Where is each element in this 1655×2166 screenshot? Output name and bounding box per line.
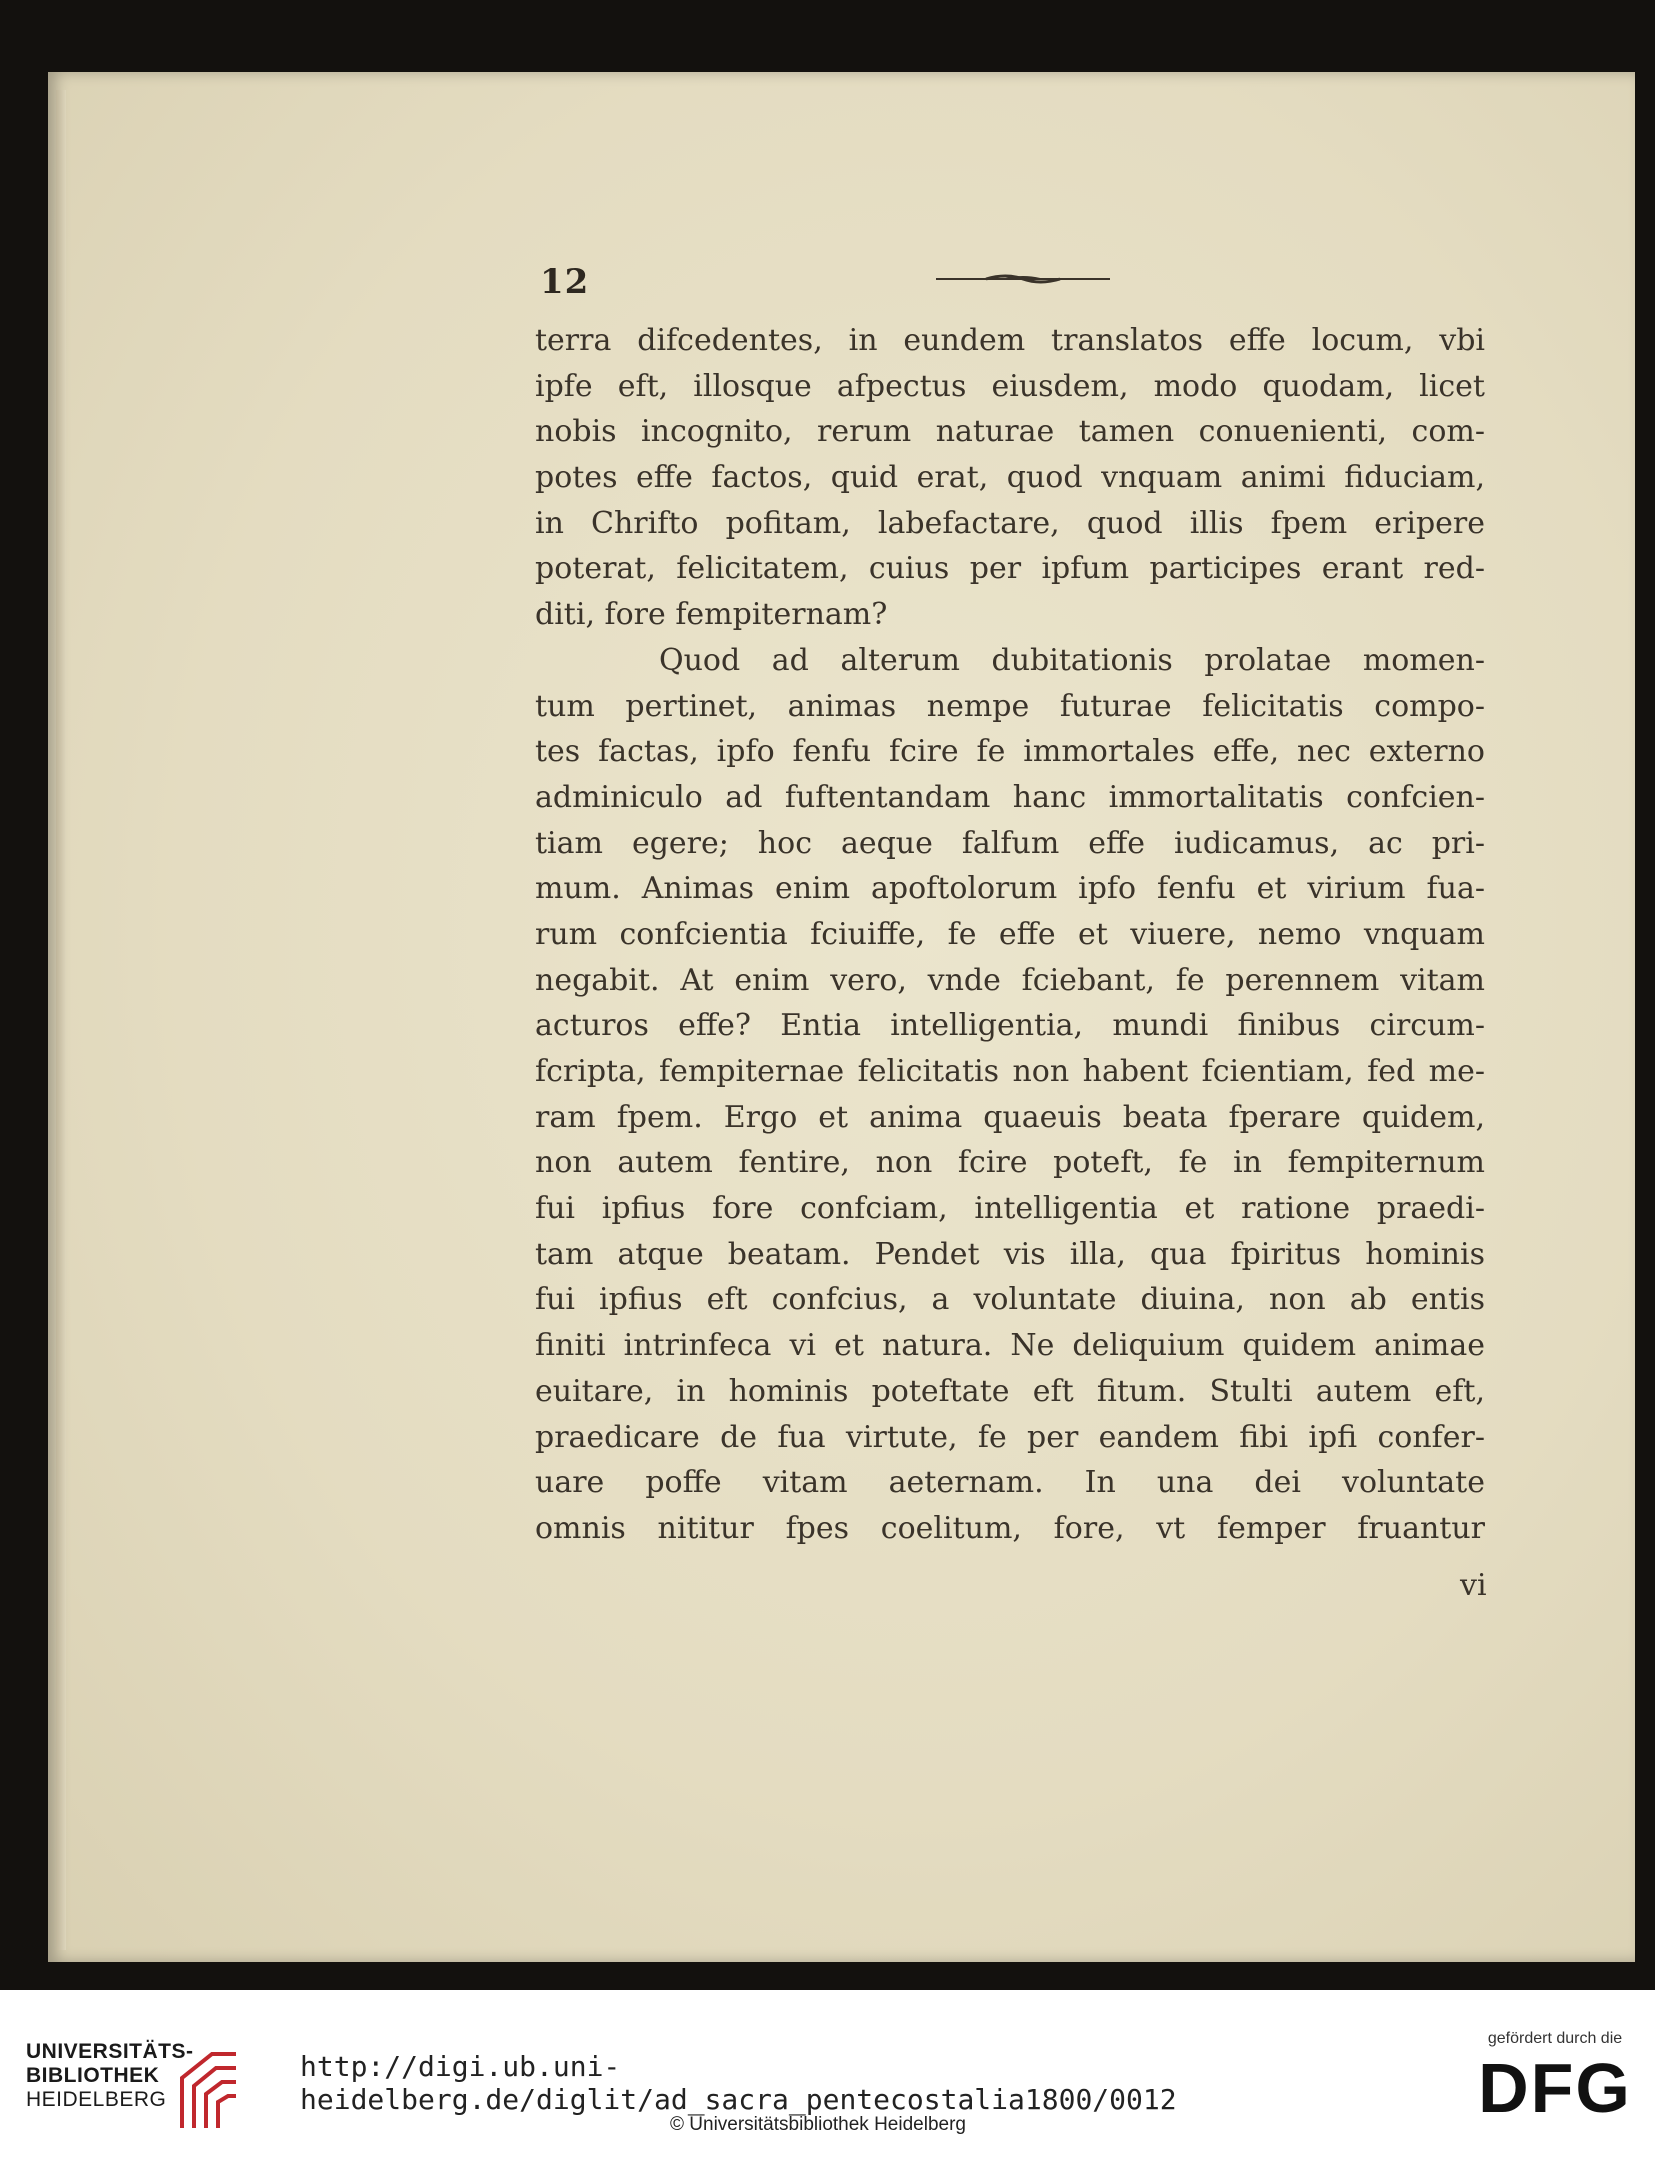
text-line: negabit. At enim vero, vnde fciebant, fe perennem vitam [535, 962, 1485, 998]
catchword: vi [1460, 1568, 1487, 1603]
text-line: acturos effe? Entia intelligentia, mundi finibus circum- [535, 1008, 1485, 1044]
text-line: euitare, in hominis poteftate eft fitum. Stulti autem eft, [535, 1373, 1485, 1409]
library-name [26, 2040, 194, 2112]
permalink-url[interactable]: http://digi.ub.uni-heidelberg.de/diglit/ad_sacra_pentecostalia1800/0012 [300, 2050, 1177, 2116]
text-line: non autem fentire, non fcire poteft, fe in fempiternum [535, 1145, 1485, 1181]
funding-caption: gefördert durch die [1487, 2030, 1623, 2047]
page-edge [56, 90, 66, 1950]
text-line: praedicare de fua virtute, fe per eandem fibi ipfi confer- [535, 1419, 1485, 1455]
text-line: poterat, felicitatem, cuius per ipfum participes erant red- [535, 551, 1485, 587]
text-line: fui ipfius fore confciam, intelligentia et ratione praedi- [535, 1191, 1485, 1227]
library-line-2: BIBLIOTHEK [26, 2064, 160, 2087]
text-line: fui ipfius eft confcius, a voluntate diuina, non ab entis [535, 1282, 1485, 1318]
text-line: terra difcedentes, in eundem translatos effe locum, vbi [535, 323, 1485, 358]
text-line: tam atque beatam. Pendet vis illa, qua fpiritus hominis [535, 1236, 1485, 1272]
body-text [535, 318, 1485, 1552]
text-line: adminiculo ad fuftentandam hanc immortalitatis confcien- [535, 779, 1485, 815]
dfg-logo[interactable] [1470, 2030, 1640, 2150]
text-line: nobis incognito, rerum naturae tamen conuenienti, com- [535, 414, 1485, 450]
text-line: ram fpem. Ergo et anima quaeuis beata fperare quidem, [535, 1099, 1485, 1135]
dfg-wordmark: DFG [1478, 2049, 1632, 2127]
page-number: 12 [540, 262, 590, 302]
ub-logo-icon [172, 2048, 242, 2134]
text-line: omnis nititur fpes coelitum, fore, vt femper fruantur [535, 1510, 1485, 1546]
header-ornament [936, 272, 1110, 286]
library-line-1: UNIVERSITÄTS- [26, 2040, 194, 2063]
text-line: mum. Animas enim apoftolorum ipfo fenfu et virium fua- [535, 871, 1485, 907]
text-line: tum pertinet, animas nempe futurae felicitatis compo- [535, 688, 1485, 724]
text-line: uare poffe vitam aeternam. In una dei voluntate [535, 1465, 1485, 1501]
text-line: fcripta, fempiternae felicitatis non habent fcientiam, fed me- [535, 1054, 1485, 1089]
text-line: finiti intrinfeca vi et natura. Ne deliquium quidem animae [535, 1328, 1485, 1364]
text-line: tes factas, ipfo fenfu fcire fe immortales effe, nec externo [535, 734, 1485, 770]
text-line: rum confcientia fciuiffe, fe effe et viuere, nemo vnquam [535, 916, 1485, 952]
viewer-footer [0, 1990, 1655, 2166]
text-line: diti, fore fempiternam? [535, 597, 888, 633]
text-line: in Chrifto pofitam, labefactare, quod illis fpem eripere [535, 505, 1485, 541]
text-line: ipfe eft, illosque afpectus eiusdem, modo quodam, licet [535, 368, 1485, 404]
text-line: potes effe factos, quid erat, quod vnquam animi fiduciam, [535, 460, 1485, 496]
library-line-3: HEIDELBERG [26, 2088, 167, 2111]
text-line: Quod ad alterum dubitationis prolatae momen- [659, 642, 1485, 678]
university-library-logo[interactable] [26, 2040, 326, 2140]
text-line: tiam egere; hoc aeque falfum effe iudicamus, ac pri- [535, 825, 1485, 861]
copyright-notice: © Universitätsbibliothek Heidelberg [670, 2114, 966, 2135]
